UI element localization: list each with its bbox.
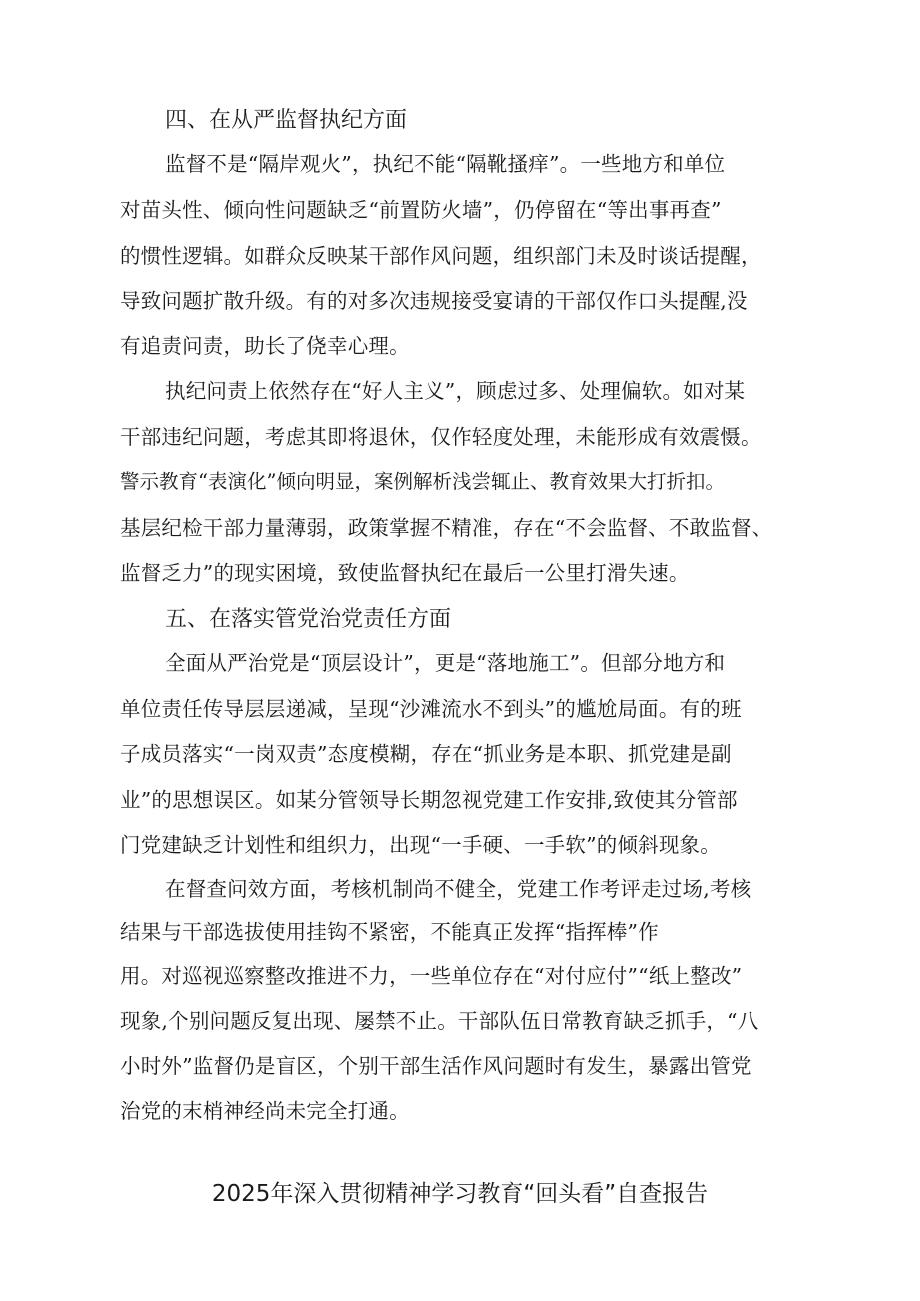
paragraph-line: 治党的末梢神经尚未完全打通。 [120, 1099, 410, 1123]
paragraph-line: 子成员落实“一岗双责”态度模糊，存在“抓业务是本职、抓党建是副 [120, 742, 732, 766]
paragraph-line: 干部违纪问题，考虑其即将退休，仅作轻度处理，未能形成有效震慑。 [120, 425, 762, 449]
paragraph-line: 结果与干部选拔使用挂钩不紧密，不能真正发挥“指挥棒”作 [120, 920, 659, 944]
document-title: 2025年深入贯彻精神学习教育“回头看”自查报告 [211, 1181, 709, 1207]
paragraph-line: 导致问题扩散升级。有的对多次违规接受宴请的干部仅作口头提醒,没 [120, 289, 748, 313]
paragraph-line: 监督不是“隔岸观火”，执纪不能“隔靴搔痒”。一些地方和单位 [165, 152, 726, 176]
paragraph-line: 用。对巡视巡察整改推进不力，一些单位存在“对付应付”“纸上整改” [120, 964, 743, 988]
paragraph-line: 执纪问责上依然存在“好人主义”，顾虑过多、处理偏软。如对某 [165, 379, 746, 403]
paragraph-line: 有追责问责，助长了侥幸心理。 [120, 334, 410, 358]
paragraph-line: 全面从严治党是“顶层设计”，更是“落地施工”。但部分地方和 [165, 651, 726, 675]
section-5-heading: 五、在落实管党治党责任方面 [165, 607, 452, 632]
paragraph-line: 警示教育“表演化”倾向明显，案例解析浅尝辄止、教育效果大打折扣。 [120, 470, 725, 493]
section-4-heading: 四、在从严监督执纪方面 [165, 108, 408, 133]
paragraph-line: 单位责任传导层层递减，呈现“沙滩流水不到头”的尴尬局面。有的班 [120, 697, 742, 721]
paragraph-line: 对苗头性、倾向性问题缺乏“前置防火墙”，仍停留在“等出事再查” [120, 198, 722, 222]
paragraph-line: 门党建缺乏计划性和组织力，出现“一手硬、一手软”的倾斜现象。 [120, 833, 721, 857]
paragraph-line: 在督查问效方面，考核机制尚不健全，党建工作考评走过场,考核 [165, 877, 752, 901]
paragraph-line: 监督乏力”的现实困境，致使监督执纪在最后一公里打滑失速。 [120, 561, 690, 585]
paragraph-line: 小时外”监督仍是盲区，个别干部生活作风问题时有发生，暴露出管党 [120, 1054, 752, 1078]
paragraph-line: 业”的思想误区。如某分管领导长期忽视党建工作安排,致使其分管部 [120, 788, 738, 812]
paragraph-line: 的惯性逻辑。如群众反映某干部作风问题，组织部门未及时谈话提醒， [120, 244, 762, 268]
paragraph-line: 基层纪检干部力量薄弱，政策掌握不精准，存在“不会监督、不敢监督、 [120, 516, 773, 540]
paragraph-line: 现象,个别问题反复出现、屡禁不止。干部队伍日常教育缺乏抓手，“八 [120, 1009, 759, 1033]
